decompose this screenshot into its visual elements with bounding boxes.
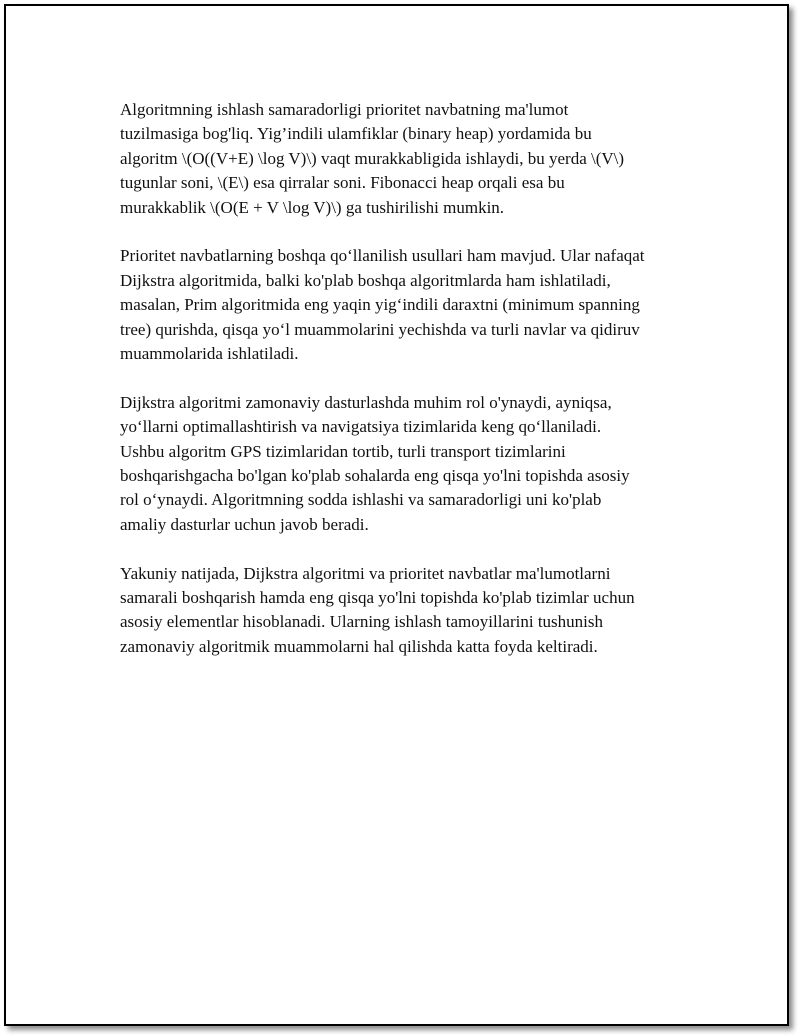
text-line: masalan, Prim algoritmida eng yaqin yig‘indili daraxtni (minimum spanning (120, 295, 640, 315)
text-line: Dijkstra algoritmi zamonaviy dasturlashda muhim rol o'ynaydi, ayniqsa, (120, 392, 612, 412)
text-line: samarali boshqarish hamda eng qisqa yo'lni topishda ko'plab tizimlar uchun (120, 588, 635, 608)
text-line: amaliy dasturlar uchun javob beradi. (120, 514, 369, 534)
text-line: algoritm \(O((V+E) \log V)\) vaqt murakkabligida ishlaydi, bu yerda \(V\) (120, 148, 625, 168)
text-line: asosiy elementlar hisoblanadi. Ularning ishlash tamoyillarini tushunish (120, 612, 604, 632)
text-line: muammolarida ishlatiladi. (120, 344, 299, 364)
text-line: Ushbu algoritm GPS tizimlaridan tortib, turli transport tizimlarini (120, 441, 566, 461)
paragraph-4 (120, 562, 700, 660)
paragraph-3 (120, 391, 700, 537)
text-line: Dijkstra algoritmida, balki ko'plab boshqa algoritmlarda ham ishlatiladi, (120, 270, 611, 290)
text-line: zamonaviy algoritmik muammolarni hal qilishda katta foyda keltiradi. (120, 636, 598, 656)
text-line: Algoritmning ishlash samaradorligi prioritet navbatning ma'lumot (120, 100, 569, 119)
text-line: Yakuniy natijada, Dijkstra algoritmi va prioritet navbatlar ma'lumotlarni (120, 563, 611, 583)
text-line: boshqarishgacha bo'lgan ko'plab sohalarda eng qisqa yo'lni topishda asosiy (120, 466, 630, 486)
page-frame (4, 4, 789, 1026)
text-line: tree) qurishda, qisqa yo‘l muammolarini yechishda va turli navlar va qidiruv (120, 319, 640, 339)
text-line: Prioritet navbatlarning boshqa qo‘llanilish usullari ham mavjud. Ular nafaqat (120, 246, 645, 266)
paragraph-1 (120, 98, 700, 220)
paragraph-2 (120, 244, 700, 366)
text-line: tugunlar soni, \(E\) esa qirralar soni. Fibonacci heap orqali esa bu (120, 173, 565, 193)
text-line: yo‘llarni optimallashtirish va navigatsiya tizimlarida keng qo‘llaniladi. (120, 417, 602, 437)
document-body (120, 98, 700, 684)
text-line: rol o‘ynaydi. Algoritmning sodda ishlashi va samaradorligi uni ko'plab (120, 490, 602, 510)
text-line: tuzilmasiga bog'liq. Yig’indili ulamfiklar (binary heap) yordamida bu (120, 124, 592, 144)
text-line: murakkablik \(O(E + V \log V)\) ga tushirilishi mumkin. (120, 197, 505, 217)
